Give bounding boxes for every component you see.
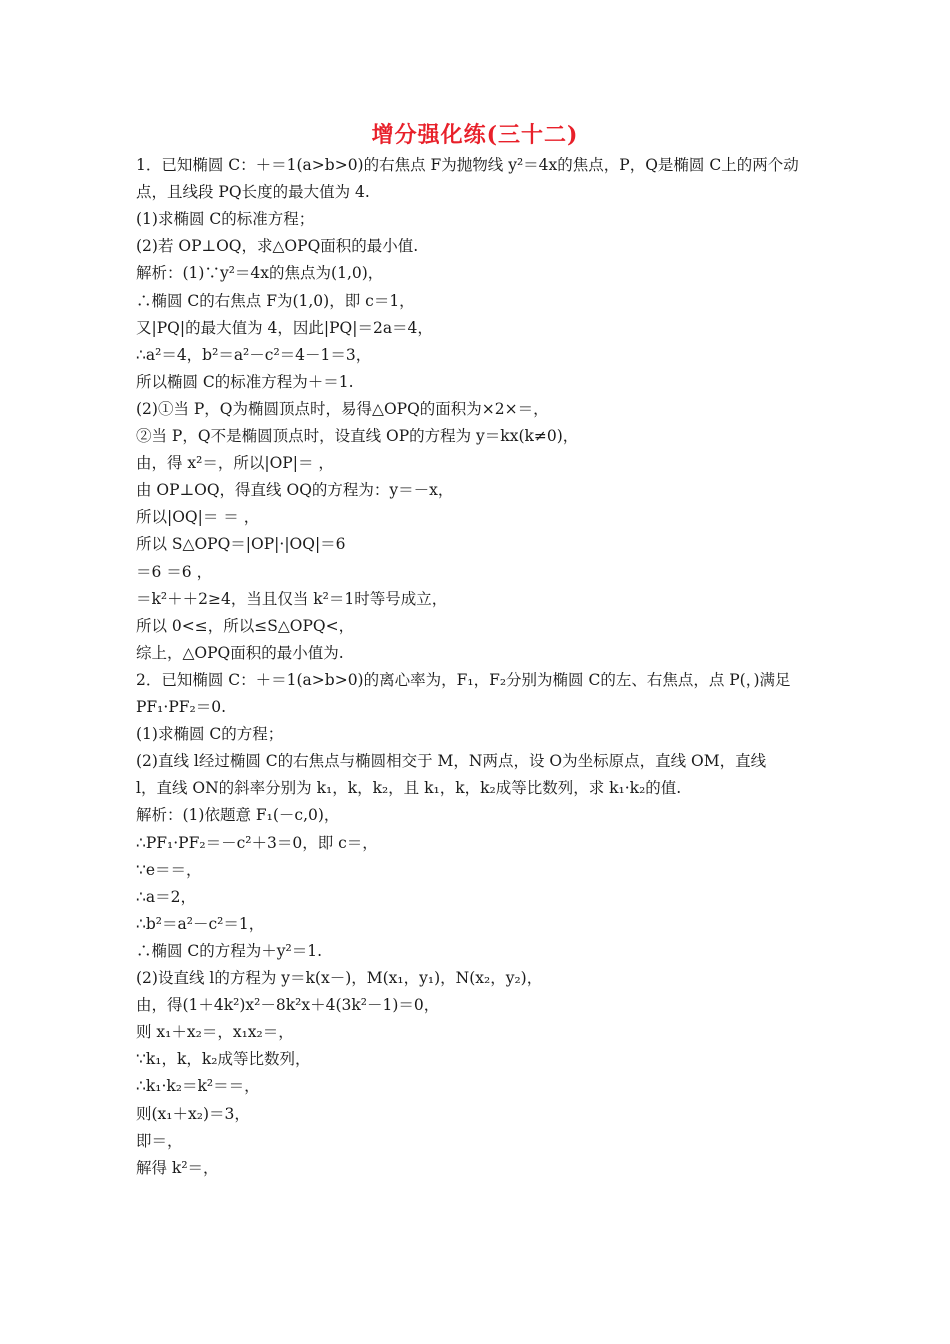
text-line: l，直线 ON的斜率分别为 k₁，k，k₂，且 k₁，k，k₂成等比数列，求 k₁·k₂的值. bbox=[136, 779, 682, 798]
text-line: ∴b²＝a²－c²＝1， bbox=[136, 914, 265, 933]
text-line: ∴椭圆 C的方程为＋y²＝1. bbox=[136, 941, 323, 960]
text-line: 由，得 x²＝，所以|OP|＝ ， bbox=[136, 454, 334, 473]
text-line: 由 OP⊥OQ，得直线 OQ的方程为：y＝－x， bbox=[136, 481, 454, 500]
text-line: 则(x₁＋x₂)＝3， bbox=[136, 1104, 250, 1123]
document-title: 增分强化练(三十二) bbox=[371, 122, 579, 148]
text-line: 又|PQ|的最大值为 4，因此|PQ|＝2a＝4， bbox=[136, 318, 433, 337]
text-line: ∴k₁·k₂＝k²＝＝， bbox=[136, 1077, 260, 1096]
text-line: (2)①当 P，Q为椭圆顶点时，易得△OPQ的面积为×2×＝， bbox=[136, 399, 549, 418]
text-line: (2)若 OP⊥OQ，求△OPQ面积的最小值. bbox=[136, 237, 419, 256]
text-line: (2)设直线 l的方程为 y＝k(x－)，M(x₁，y₁)，N(x₂，y₂)， bbox=[136, 969, 543, 987]
text-line: 由，得(1＋4k²)x²－8k²x＋4(3k²－1)＝0， bbox=[136, 996, 440, 1015]
text-line: ∴a＝2， bbox=[136, 887, 196, 906]
text-line: 综上，△OPQ面积的最小值为. bbox=[136, 643, 344, 662]
text-line: ∴PF₁·PF₂＝－c²＋3＝0，即 c＝， bbox=[136, 833, 378, 852]
text-line: ＝k²＋＋2≥4，当且仅当 k²＝1时等号成立， bbox=[136, 589, 448, 608]
text-line: 解析：(1)依题意 F₁(－c,0)， bbox=[136, 806, 340, 825]
text-line: 2．已知椭圆 C：＋＝1(a>b>0)的离心率为，F₁，F₂分别为椭圆 C的左、右焦点，点 P(，)满足 bbox=[136, 670, 791, 689]
text-line: 点，且线段 PQ长度的最大值为 4. bbox=[136, 183, 370, 202]
text-line: ∵k₁，k，k₂成等比数列， bbox=[136, 1050, 311, 1069]
text-line: PF₁·PF₂＝0. bbox=[136, 698, 227, 716]
text-line: 解析：(1)∵y²＝4x的焦点为(1,0)， bbox=[136, 264, 384, 283]
text-line: 所以椭圆 C的标准方程为＋＝1. bbox=[136, 372, 354, 391]
text-line: 所以 S△OPQ＝|OP|·|OQ|＝6 bbox=[136, 535, 346, 554]
text-line: 所以 0<≤，所以≤S△OPQ<， bbox=[136, 616, 355, 635]
text-line: ②当 P，Q不是椭圆顶点时，设直线 OP的方程为 y＝kx(k≠0)， bbox=[136, 427, 579, 445]
text-line: 所以|OQ|＝ ＝ ， bbox=[136, 508, 260, 527]
text-line: ∴椭圆 C的右焦点 F为(1,0)，即 c＝1， bbox=[136, 291, 415, 310]
text-line: ∵e＝＝， bbox=[136, 860, 202, 879]
text-line: (2)直线 l经过椭圆 C的右焦点与椭圆相交于 M，N两点，设 O为坐标原点，直线 OM，直线 bbox=[136, 752, 767, 771]
text-line: 则 x₁＋x₂＝，x₁x₂＝， bbox=[136, 1023, 294, 1042]
text-line: 即＝， bbox=[136, 1131, 183, 1150]
text-line: (1)求椭圆 C的标准方程； bbox=[136, 210, 315, 229]
text-line: ＝6 ＝6 ， bbox=[136, 562, 213, 581]
text-line: 解得 k²＝， bbox=[136, 1158, 219, 1177]
text-line: ∴a²＝4，b²＝a²－c²＝4－1＝3， bbox=[136, 345, 372, 364]
text-line: 1．已知椭圆 C：＋＝1(a>b>0)的右焦点 F为抛物线 y²＝4x的焦点，P，Q是椭圆 C上的两个动 bbox=[136, 156, 799, 174]
text-line: (1)求椭圆 C的方程； bbox=[136, 725, 284, 744]
